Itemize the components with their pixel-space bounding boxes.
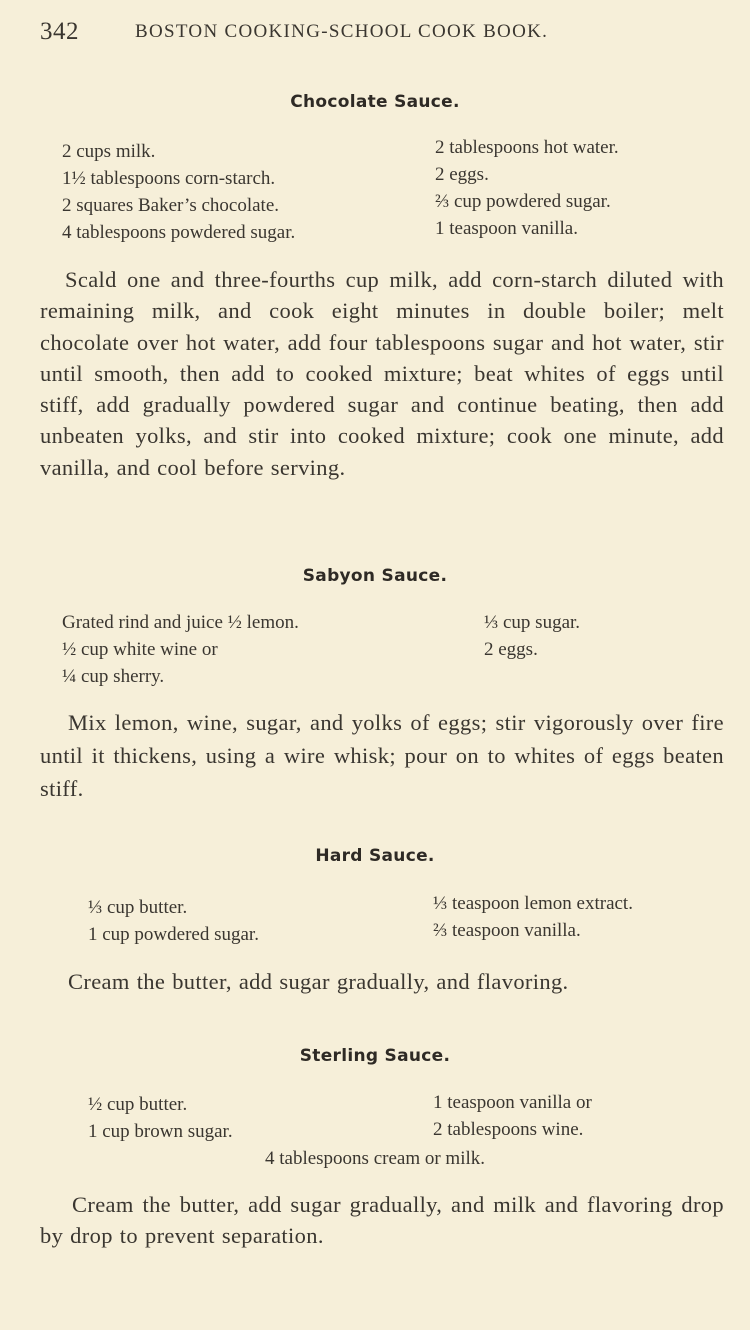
- ingredient: ⅔ cup powdered sugar.: [435, 191, 611, 212]
- ingredients-right-sabyon-sauce: [484, 609, 580, 663]
- ingredient: 4 tablespoons powdered sugar.: [62, 222, 296, 243]
- ingredients-right-hard-sauce: [433, 890, 633, 944]
- running-head: [40, 18, 710, 50]
- ingredient: ¼ cup sherry.: [62, 666, 165, 687]
- ingredient: 2 eggs.: [435, 164, 489, 185]
- ingredient: 2 eggs.: [484, 639, 538, 660]
- ingredient: ⅓ cup butter.: [88, 897, 188, 918]
- ingredients-left-sterling-sauce: [88, 1091, 233, 1145]
- ingredient: ½ cup white wine or: [62, 639, 218, 660]
- ingredient: Grated rind and juice ½ lemon.: [62, 612, 299, 633]
- ingredient: 2 cups milk.: [62, 141, 156, 162]
- ingredient: 2 tablespoons wine.: [433, 1119, 584, 1140]
- ingredient: 1 cup brown sugar.: [88, 1121, 233, 1142]
- ingredients-left-chocolate-sauce: [62, 138, 295, 246]
- ingredients-right-chocolate-sauce: [435, 134, 619, 242]
- ingredient: 2 squares Baker’s chocolate.: [62, 195, 280, 216]
- recipe-title-sabyon-sauce: Sabyon Sauce.: [302, 566, 448, 586]
- ingredient: ⅓ cup sugar.: [484, 612, 581, 633]
- ingredients-left-hard-sauce: [88, 894, 259, 948]
- ingredient-center-sterling-sauce: 4 tablespoons cream or milk.: [264, 1148, 486, 1169]
- ingredient: ⅓ teaspoon lemon extract.: [433, 893, 633, 914]
- directions-hard-sauce: Cream the butter, add sugar gradually, and flavoring.: [68, 969, 569, 994]
- directions-sterling-sauce: Cream the butter, add sugar gradually, and milk and flavoring drop by drop to prevent separation.: [40, 1192, 724, 1249]
- directions-sabyon-sauce: Mix lemon, wine, sugar, and yolks of eggs; stir vigorously over fire until it thickens, using a wire whisk; pour on to whites of eggs beaten stiff.: [40, 710, 724, 801]
- directions-chocolate-sauce: Scald one and three-fourths cup milk, add corn-starch diluted with remaining milk, and cook eight minutes in double boiler; melt chocolate over hot water, add four tablespoons sugar and hot water, stir until smooth, then add to cooked mixture; beat whites of eggs until stiff, add gradually powdered sugar and continue beating, then add unbeaten yolks, and stir into cooked mixture; cook one minute, add vanilla, and cool before serving.: [40, 267, 724, 480]
- ingredient: 1 teaspoon vanilla or: [433, 1092, 592, 1113]
- recipe-title-sterling-sauce: Sterling Sauce.: [299, 1046, 451, 1066]
- ingredients-left-sabyon-sauce: [62, 609, 299, 690]
- recipe-title-hard-sauce: Hard Sauce.: [315, 846, 435, 866]
- ingredient: 2 tablespoons hot water.: [435, 137, 619, 158]
- ingredient: 1 cup powdered sugar.: [88, 924, 259, 945]
- page-number: 342: [40, 18, 79, 45]
- running-title: BOSTON COOKING-SCHOOL COOK BOOK.: [135, 21, 549, 42]
- ingredients-right-sterling-sauce: [433, 1089, 592, 1143]
- ingredient: ½ cup butter.: [88, 1094, 188, 1115]
- ingredient: ⅔ teaspoon vanilla.: [433, 920, 581, 941]
- ingredient: 1½ tablespoons corn-starch.: [62, 168, 276, 189]
- ingredient: 1 teaspoon vanilla.: [435, 218, 578, 239]
- recipe-title-chocolate-sauce: Chocolate Sauce.: [290, 92, 460, 112]
